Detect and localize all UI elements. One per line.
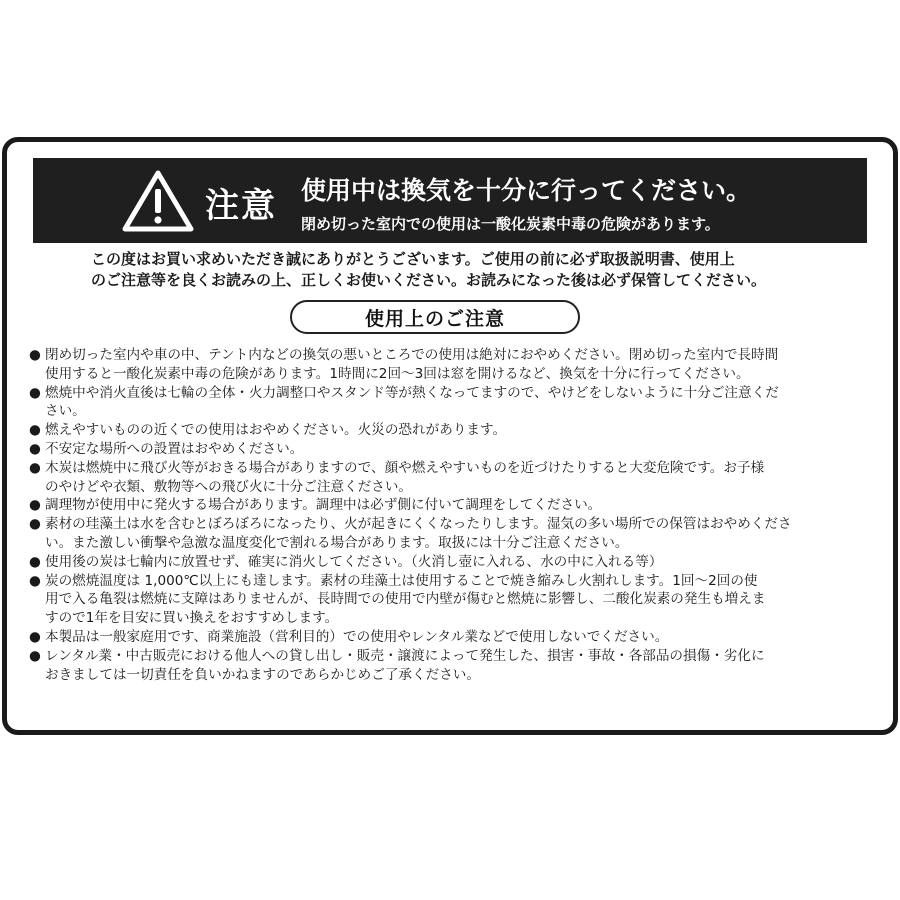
bullet-icon: ● — [29, 347, 41, 363]
caution-item-text: 木炭は燃焼中に飛び火等がおきる場合がありますので、顔や燃えやすいものを近づけたりすると大変危険です。お子様 — [45, 459, 765, 476]
caution-item — [29, 628, 874, 647]
caution-item-text: 不安定な場所への設置はおやめください。 — [45, 440, 304, 457]
bullet-icon: ● — [29, 440, 41, 457]
caution-item-text: 使用後の炭は七輪内に放置せず、確実に消火してください。（火消し壺に入れる、水の中に入れる等） — [45, 553, 663, 570]
bullet-icon: ● — [29, 516, 41, 533]
bullet-icon: ● — [29, 459, 41, 476]
caution-item-text: すので1年を目安に買い換えをおすすめします。 — [45, 610, 339, 627]
bullet-icon: ● — [29, 647, 41, 664]
caution-item-text: い。また激しい衝撃や急激な温度変化で割れる場合があります。取扱には十分ご注意ください。 — [45, 534, 629, 551]
caution-item-text: レンタル業・中古販売における他人への貸し出し・販売・譲渡によって発生した、損害・事故・各部品の損傷・劣化に — [45, 647, 765, 664]
caution-item — [29, 572, 874, 628]
caution-item-text: 使用すると一酸化炭素中毒の危険があります。1時間に2回～3回は窓を開けるなど、換気を十分に行ってください。 — [45, 365, 750, 382]
bullet-icon: ● — [29, 422, 41, 439]
caution-list — [29, 346, 874, 684]
caution-item-text: のやけどや衣類、敷物等への飛び火に十分ご注意ください。 — [45, 478, 413, 495]
section-title: 使用上のご注意 — [290, 300, 580, 334]
warning-banner — [33, 158, 867, 243]
caution-item — [29, 496, 874, 515]
caution-item — [29, 440, 874, 459]
warning-triangle-icon — [121, 169, 195, 233]
caution-item-text: さい。 — [45, 403, 86, 420]
caution-item-text: 閉め切った室内や車の中、テント内などの換気の悪いところでの使用は絶対におやめください。閉め切った室内で長時間 — [45, 347, 779, 363]
caution-item-text: 炭の燃焼温度は 1,000℃以上にも達します。素材の珪藻土は使用することで焼き縮みし火割れします。1回～2回の使 — [45, 572, 758, 589]
caution-item — [29, 384, 874, 422]
caution-item-text: 用で入る亀裂は燃焼に支障はありませんが、長時間での使用で内壁が傷むと燃焼に影響し、二酸化炭素の発生も増えま — [45, 591, 766, 608]
caution-item-text: 燃えやすいものの近くでの使用はおやめください。火災の恐れがあります。 — [45, 422, 507, 439]
bullet-icon: ● — [29, 553, 41, 570]
bullet-icon: ● — [29, 384, 41, 401]
bullet-icon: ● — [29, 572, 41, 589]
caution-item — [29, 459, 874, 497]
warning-word: 注意 — [205, 186, 277, 226]
intro-line: のご注意等を良くお読みの上、正しくお使いください。お読みになった後は必ず保管してください。 — [91, 271, 767, 289]
banner-subline: 閉め切った室内での使用は一酸化炭素中毒の危険があります。 — [301, 215, 720, 233]
caution-item-text: 燃焼中や消火直後は七輪の全体・火力調整口やスタンド等が熱くなってますので、やけどをしないように十分ご注意くだ — [45, 384, 779, 401]
caution-item-text: 本製品は一般家庭用です、商業施設（営利目的）での使用やレンタル業などで使用しないでください。 — [45, 628, 669, 645]
caution-item-text: 調理物が使用中に発火する場合があります。調理中は必ず側に付いて調理をしてください。 — [45, 497, 602, 514]
bullet-icon: ● — [29, 628, 41, 645]
bullet-icon: ● — [29, 497, 41, 514]
caution-item — [29, 647, 874, 685]
caution-item — [29, 346, 874, 384]
caution-item — [29, 421, 874, 440]
caution-item-text: おきましては一切責任を負いかねますのであらかじめご了承ください。 — [45, 666, 480, 683]
caution-card — [2, 137, 898, 735]
intro-line: この度はお買い求めいただき誠にありがとうございます。ご使用の前に必ず取扱説明書、使用上 — [91, 250, 735, 268]
intro-paragraph — [91, 249, 851, 291]
caution-item-text: 素材の珪藻土は水を含むとぼろぼろになったり、火が起きにくくなったりします。湿気の多い場所での保管はおやめくださ — [45, 516, 792, 533]
caution-item — [29, 515, 874, 553]
banner-headline: 使用中は換気を十分に行ってください。 — [301, 176, 752, 205]
caution-item — [29, 553, 874, 572]
